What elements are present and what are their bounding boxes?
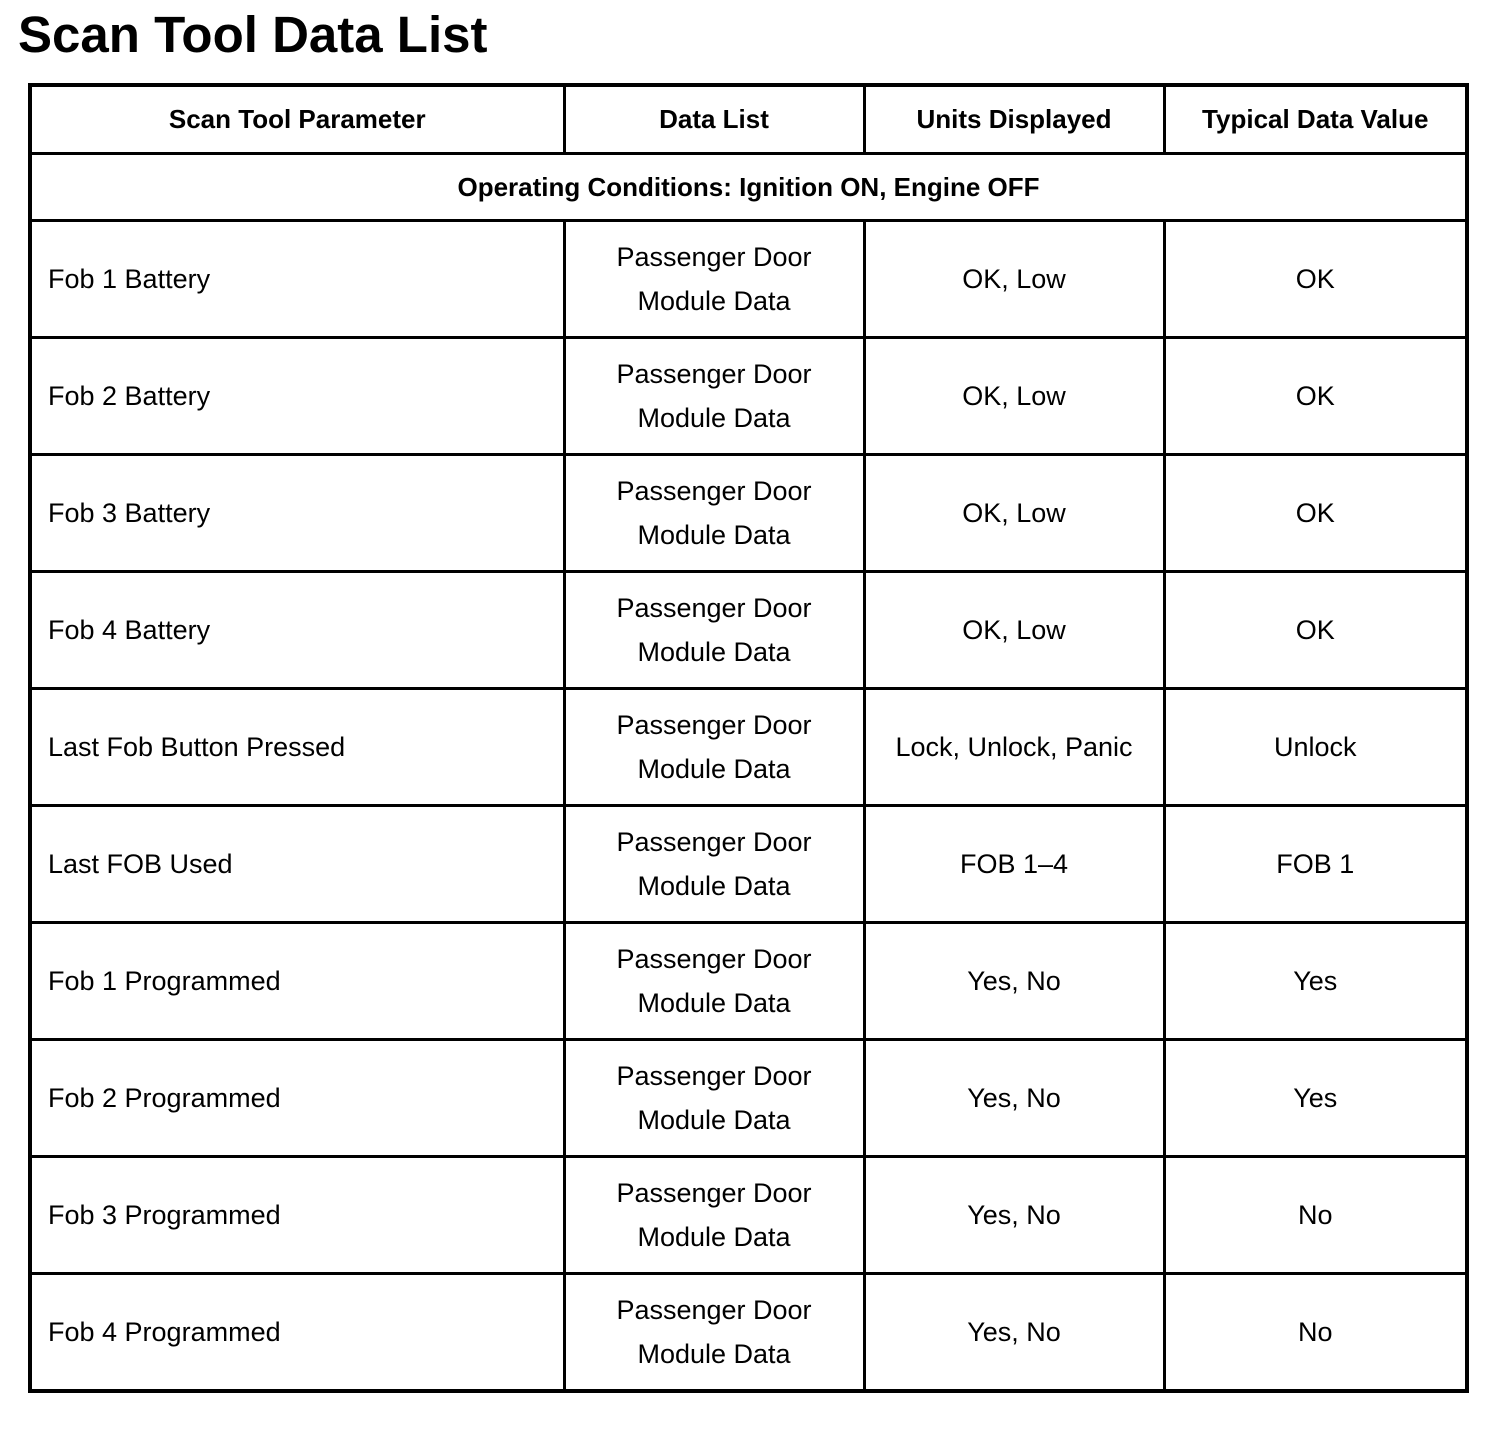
data-list-cell — [564, 806, 864, 923]
data-list-line-2: Module Data — [637, 1105, 791, 1135]
column-header-units: Units Displayed — [864, 85, 1164, 154]
units-cell: OK, Low — [864, 221, 1164, 338]
typical-value-cell: OK — [1164, 338, 1467, 455]
units-cell: OK, Low — [864, 338, 1164, 455]
data-list-line-2: Module Data — [637, 988, 791, 1018]
data-list-line-2: Module Data — [637, 754, 791, 784]
parameter-cell: Fob 2 Battery — [30, 338, 564, 455]
data-list-cell — [564, 572, 864, 689]
table-row — [30, 1274, 1467, 1392]
parameter-cell: Fob 3 Battery — [30, 455, 564, 572]
parameter-cell: Last FOB Used — [30, 806, 564, 923]
units-cell: FOB 1–4 — [864, 806, 1164, 923]
typical-value-cell: Yes — [1164, 1040, 1467, 1157]
data-list-line-1: Passenger Door — [616, 1178, 812, 1208]
units-cell: Yes, No — [864, 923, 1164, 1040]
table-row — [30, 806, 1467, 923]
column-header-typical-value: Typical Data Value — [1164, 85, 1467, 154]
typical-value-cell: OK — [1164, 455, 1467, 572]
data-list-line-2: Module Data — [637, 286, 791, 316]
parameter-cell: Last Fob Button Pressed — [30, 689, 564, 806]
parameter-cell: Fob 3 Programmed — [30, 1157, 564, 1274]
data-list-line-2: Module Data — [637, 637, 791, 667]
units-cell: OK, Low — [864, 572, 1164, 689]
operating-conditions: Operating Conditions: Ignition ON, Engine OFF — [30, 154, 1467, 221]
table-row — [30, 923, 1467, 1040]
table-row — [30, 455, 1467, 572]
data-list-line-1: Passenger Door — [616, 476, 812, 506]
data-list-cell — [564, 221, 864, 338]
table-row — [30, 221, 1467, 338]
data-list-line-2: Module Data — [637, 1222, 791, 1252]
data-list-line-2: Module Data — [637, 520, 791, 550]
data-list-line-1: Passenger Door — [616, 710, 812, 740]
typical-value-cell: OK — [1164, 221, 1467, 338]
data-list-cell — [564, 1157, 864, 1274]
parameter-cell: Fob 4 Programmed — [30, 1274, 564, 1392]
data-list-cell — [564, 689, 864, 806]
data-list-line-1: Passenger Door — [616, 359, 812, 389]
data-list-line-2: Module Data — [637, 1339, 791, 1369]
parameter-cell: Fob 1 Battery — [30, 221, 564, 338]
typical-value-cell: OK — [1164, 572, 1467, 689]
parameter-cell: Fob 4 Battery — [30, 572, 564, 689]
units-cell: Yes, No — [864, 1040, 1164, 1157]
data-list-line-1: Passenger Door — [616, 242, 812, 272]
typical-value-cell: No — [1164, 1274, 1467, 1392]
parameter-cell: Fob 2 Programmed — [30, 1040, 564, 1157]
table-row — [30, 572, 1467, 689]
data-list-cell — [564, 338, 864, 455]
units-cell: Lock, Unlock, Panic — [864, 689, 1164, 806]
data-list-line-1: Passenger Door — [616, 944, 812, 974]
data-list-line-1: Passenger Door — [616, 593, 812, 623]
units-cell: OK, Low — [864, 455, 1164, 572]
table-row — [30, 689, 1467, 806]
data-list-cell — [564, 455, 864, 572]
data-list-line-1: Passenger Door — [616, 827, 812, 857]
data-list-line-1: Passenger Door — [616, 1295, 812, 1325]
data-list-line-2: Module Data — [637, 871, 791, 901]
typical-value-cell: No — [1164, 1157, 1467, 1274]
units-cell: Yes, No — [864, 1157, 1164, 1274]
data-list-line-1: Passenger Door — [616, 1061, 812, 1091]
units-cell: Yes, No — [864, 1274, 1164, 1392]
typical-value-cell: Unlock — [1164, 689, 1467, 806]
header-row — [30, 85, 1467, 154]
table-row — [30, 1040, 1467, 1157]
operating-conditions-row — [30, 154, 1467, 221]
table-row — [30, 338, 1467, 455]
parameter-cell: Fob 1 Programmed — [30, 923, 564, 1040]
data-list-line-2: Module Data — [637, 403, 791, 433]
column-header-parameter: Scan Tool Parameter — [30, 85, 564, 154]
typical-value-cell: Yes — [1164, 923, 1467, 1040]
page-title: Scan Tool Data List — [18, 6, 488, 63]
table-row — [30, 1157, 1467, 1274]
column-header-data-list: Data List — [564, 85, 864, 154]
data-list-cell — [564, 923, 864, 1040]
scan-tool-data-table — [28, 83, 1469, 1393]
data-list-cell — [564, 1040, 864, 1157]
typical-value-cell: FOB 1 — [1164, 806, 1467, 923]
data-list-cell — [564, 1274, 864, 1392]
